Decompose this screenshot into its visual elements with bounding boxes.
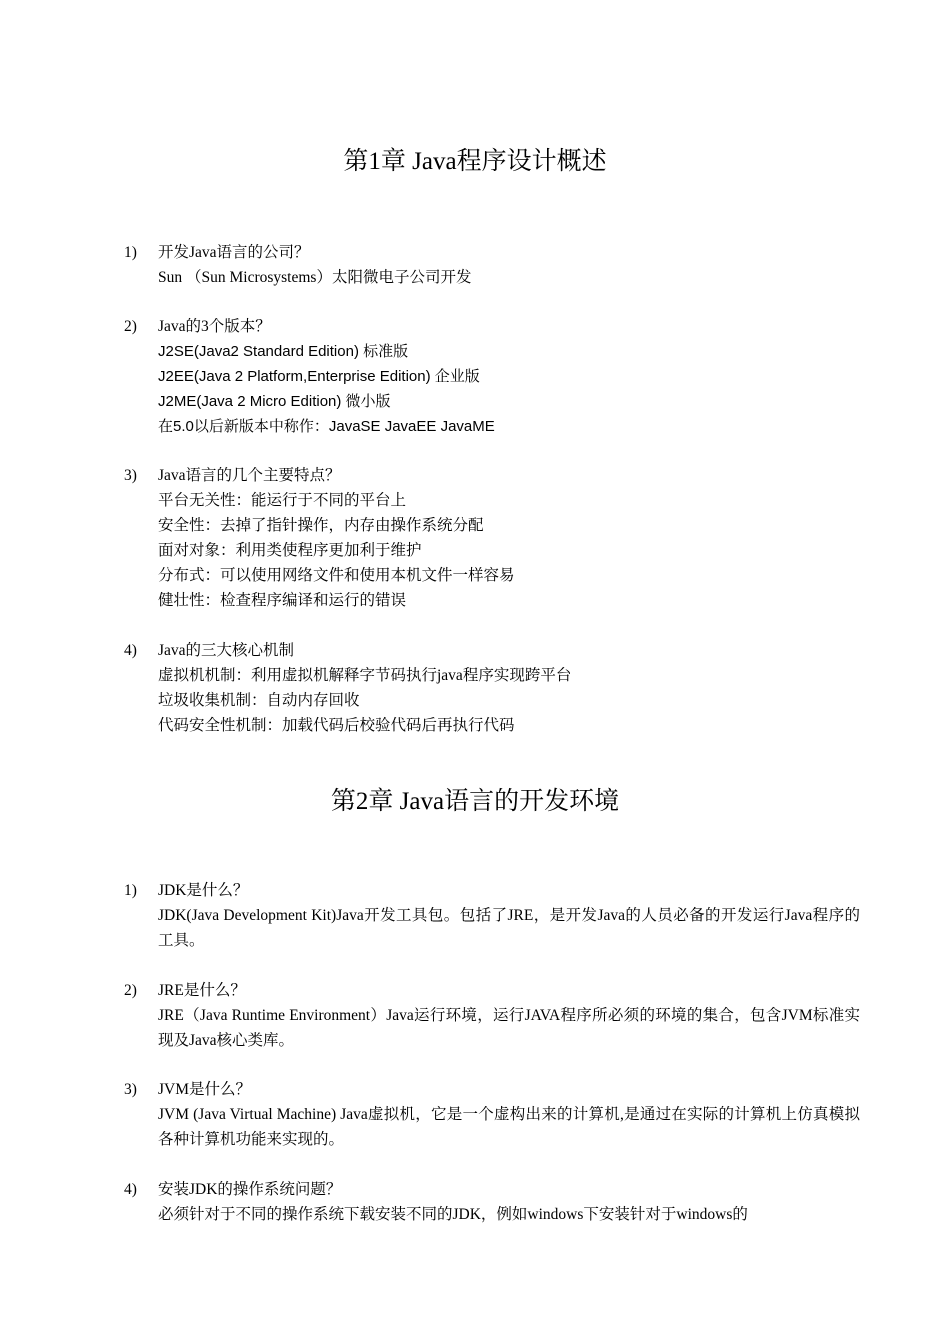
item-number: 4) [124, 1181, 137, 1198]
answer-line: 面对对象：利用类使程序更加利于维护 [158, 542, 422, 559]
answer-line: 虚拟机机制：利用虚拟机解释字节码执行java程序实现跨平台 [158, 667, 572, 684]
answer-line: 安全性：去掉了指针操作，内存由操作系统分配 [158, 517, 484, 534]
answer-paragraph: JDK(Java Development Kit)Java开发工具包。包括了JRE，是开发Java的人员必备的开发运行Java程序的工具。 [158, 907, 860, 949]
question: Java的3个版本？ [158, 318, 271, 335]
question: Java语言的几个主要特点？ [158, 467, 341, 484]
item-number: 1) [124, 882, 137, 899]
question: 开发Java语言的公司？ [158, 244, 310, 261]
answer-line: 健壮性：检查程序编译和运行的错误 [158, 592, 407, 609]
answer-line: 在5.0以后新版本中称作：JavaSE JavaEE JavaME [158, 418, 495, 435]
answer-paragraph: JRE（Java Runtime Environment）Java运行环境，运行JAVA程序所必须的环境的集合，包含JVM标准实现及Java核心类库。 [158, 1007, 860, 1049]
question: Java的三大核心机制 [158, 642, 295, 659]
item-number: 3) [124, 467, 137, 484]
item-number: 1) [124, 244, 137, 261]
item-number: 2) [124, 982, 137, 999]
item-number: 2) [124, 318, 137, 335]
answer-line: 平台无关性：能运行于不同的平台上 [158, 492, 407, 509]
item-number: 4) [124, 642, 137, 659]
chapter-2-title: 第2章 Java语言的开发环境 [330, 788, 620, 815]
answer-line: J2SE(Java2 Standard Edition) 标准版 [158, 343, 409, 360]
answer-line: 代码安全性机制：加载代码后校验代码后再执行代码 [158, 717, 515, 734]
answer-paragraph: JVM (Java Virtual Machine) Java虚拟机，它是一个虚构出来的计算机,是通过在实际的计算机上仿真模拟各种计算机功能来实现的。 [158, 1106, 860, 1148]
answer-line: 必须针对于不同的操作系统下载安装不同的JDK，例如windows下安装针对于windows的 [158, 1206, 748, 1223]
question: JDK是什么？ [158, 882, 249, 899]
question: JRE是什么？ [158, 982, 246, 999]
answer-line: 分布式：可以使用网络文件和使用本机文件一样容易 [158, 567, 515, 584]
answer-line: J2ME(Java 2 Micro Edition) 微小版 [158, 393, 391, 410]
question: 安装JDK的操作系统问题？ [158, 1181, 342, 1198]
answer-line: Sun （Sun Microsystems）太阳微电子公司开发 [158, 269, 472, 286]
item-number: 3) [124, 1081, 137, 1098]
question: JVM是什么？ [158, 1081, 252, 1098]
chapter-1-title: 第1章 Java程序设计概述 [343, 148, 607, 175]
answer-line: J2EE(Java 2 Platform,Enterprise Edition) 企业版 [158, 368, 480, 385]
answer-line: 垃圾收集机制：自动内存回收 [158, 692, 360, 709]
